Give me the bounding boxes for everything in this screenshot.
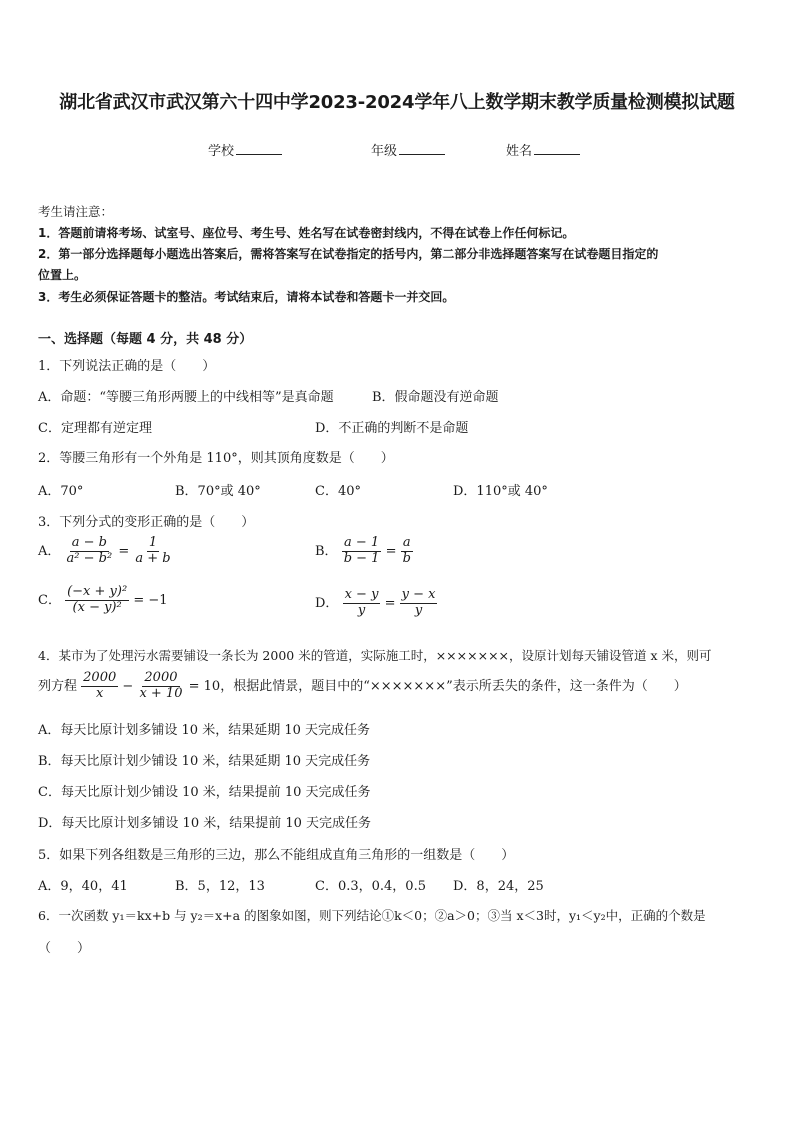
q3-d-frac-left: $\frac{x - y}{y}$ — [344, 587, 379, 618]
grade-blank — [399, 142, 445, 155]
notice-item-1: 1．答题前请将考场、试室号、座位号、考生号、姓名写在试卷密封线内，不得在试卷上作任何标记。 — [38, 226, 575, 240]
notice-item-3: 3．考生必须保证答题卡的整洁。考试结束后，请将本试卷和答题卡一并交回。 — [38, 290, 455, 304]
q1-option-b: B．假命题没有逆命题 — [372, 390, 499, 405]
school-blank — [236, 142, 282, 155]
notice-item-2: 2．第一部分选择题每小题选出答案后，需将答案写在试卷指定的括号内，第二部分非选择题答案写在试卷题目指定的 — [38, 247, 659, 261]
grade-field — [371, 140, 445, 159]
q4-stem-line1: 4．某市为了处理污水需要铺设一条长为 2000 米的管道，实际施工时，×××××××，设原计划每天铺设管道 x 米，则可 — [38, 648, 712, 663]
q3-option-a: A． $\frac{a - b}{\text{a² − b²}}$ = $\frac{1}{a + b}$ — [38, 535, 171, 566]
q3-a-frac-right: $\frac{1}{a + b}$ — [135, 535, 171, 566]
page-title: 湖北省武汉市武汉第六十四中学2023-2024学年八上数学期末教学质量检测模拟试题 — [59, 92, 735, 113]
q4-frac-2: $\frac{2000}{x + 10}$ — [139, 670, 183, 701]
q2-option-a: A．70° — [38, 484, 84, 499]
q3-b-frac-left: $\frac{a - 1}{b - 1}$ — [343, 535, 380, 566]
q4-frac-1: $\frac{2000}{x}$ — [83, 670, 117, 701]
q3-c-frac: $\frac{\text{(−x + y)²}}{\text{(x − y)²}}$ — [67, 584, 128, 615]
q5-option-a: A．9，40，41 — [38, 879, 128, 894]
grade-label: 年级 — [371, 144, 398, 159]
q4-option-a: A．每天比原计划多铺设 10 米，结果延期 10 天完成任务 — [38, 723, 371, 738]
name-blank — [534, 142, 580, 155]
q3-option-b: B． $\frac{a - 1}{b - 1}$ = $\frac{a}{b}$ — [315, 535, 411, 566]
q6-stem-line1: 6．一次函数 y₁＝kx+b 与 y₂＝x+a 的图象如图，则下列结论①k＜0；②a＞0；③当 x＜3时，y₁＜y₂中，正确的个数是 — [38, 908, 706, 923]
school-label: 学校 — [208, 144, 235, 159]
q5-stem: 5．如果下列各组数是三角形的三边，那么不能组成直角三角形的一组数是（ ） — [38, 848, 515, 863]
q3-b-frac-right: $\frac{a}{b}$ — [402, 535, 411, 566]
q3-stem: 3．下列分式的变形正确的是（ ） — [38, 515, 255, 530]
name-field — [506, 140, 580, 159]
q5-option-d: D．8，24，25 — [453, 879, 544, 894]
q6-stem-line2: （ ） — [38, 941, 91, 956]
notice-heading: 考生请注意： — [38, 204, 114, 219]
q4-option-b: B．每天比原计划少铺设 10 米，结果延期 10 天完成任务 — [38, 754, 371, 769]
school-field — [208, 140, 282, 159]
notice-item-2-cont: 位置上。 — [38, 268, 87, 282]
q4-option-c: C．每天比原计划少铺设 10 米，结果提前 10 天完成任务 — [38, 785, 371, 800]
section-heading: 一、选择题（每题 4 分，共 48 分） — [38, 332, 253, 347]
q2-stem: 2．等腰三角形有一个外角是 110°，则其顶角度数是（ ） — [38, 451, 394, 466]
q3-a-frac-left: $\frac{a - b}{\text{a² − b²}}$ — [66, 535, 113, 566]
name-label: 姓名 — [506, 144, 533, 159]
q1-option-a: A．命题：“等腰三角形两腰上的中线相等”是真命题 — [38, 390, 334, 405]
q3-d-frac-right: $\frac{y - x}{y}$ — [401, 587, 436, 618]
q1-option-c: C．定理都有逆定理 — [38, 421, 152, 436]
q1-option-d: D．不正确的判断不是命题 — [315, 421, 469, 436]
q4-stem-line2: 列方程 $\frac{2000}{x}$ − $\frac{2000}{x + 10}$ = 10，根据此情景，题目中的“×××××××”表示所丢失的条件，这一条件为（ ） — [38, 670, 687, 701]
q5-option-b: B．5，12，13 — [175, 879, 265, 894]
q4-option-d: D．每天比原计划多铺设 10 米，结果提前 10 天完成任务 — [38, 816, 372, 831]
q3-option-d: D． $\frac{x - y}{y}$ = $\frac{y - x}{y}$ — [315, 587, 436, 618]
q2-option-c: C．40° — [315, 484, 361, 499]
q5-option-c: C．0.3，0.4，0.5 — [315, 879, 426, 894]
q2-option-b: B．70°或 40° — [175, 484, 261, 499]
q3-option-c: C． $\frac{\text{(−x + y)²}}{\text{(x − y)²}}$ = −1 — [38, 584, 168, 615]
q2-option-d: D．110°或 40° — [453, 484, 548, 499]
q1-stem: 1．下列说法正确的是（ ） — [38, 359, 216, 374]
